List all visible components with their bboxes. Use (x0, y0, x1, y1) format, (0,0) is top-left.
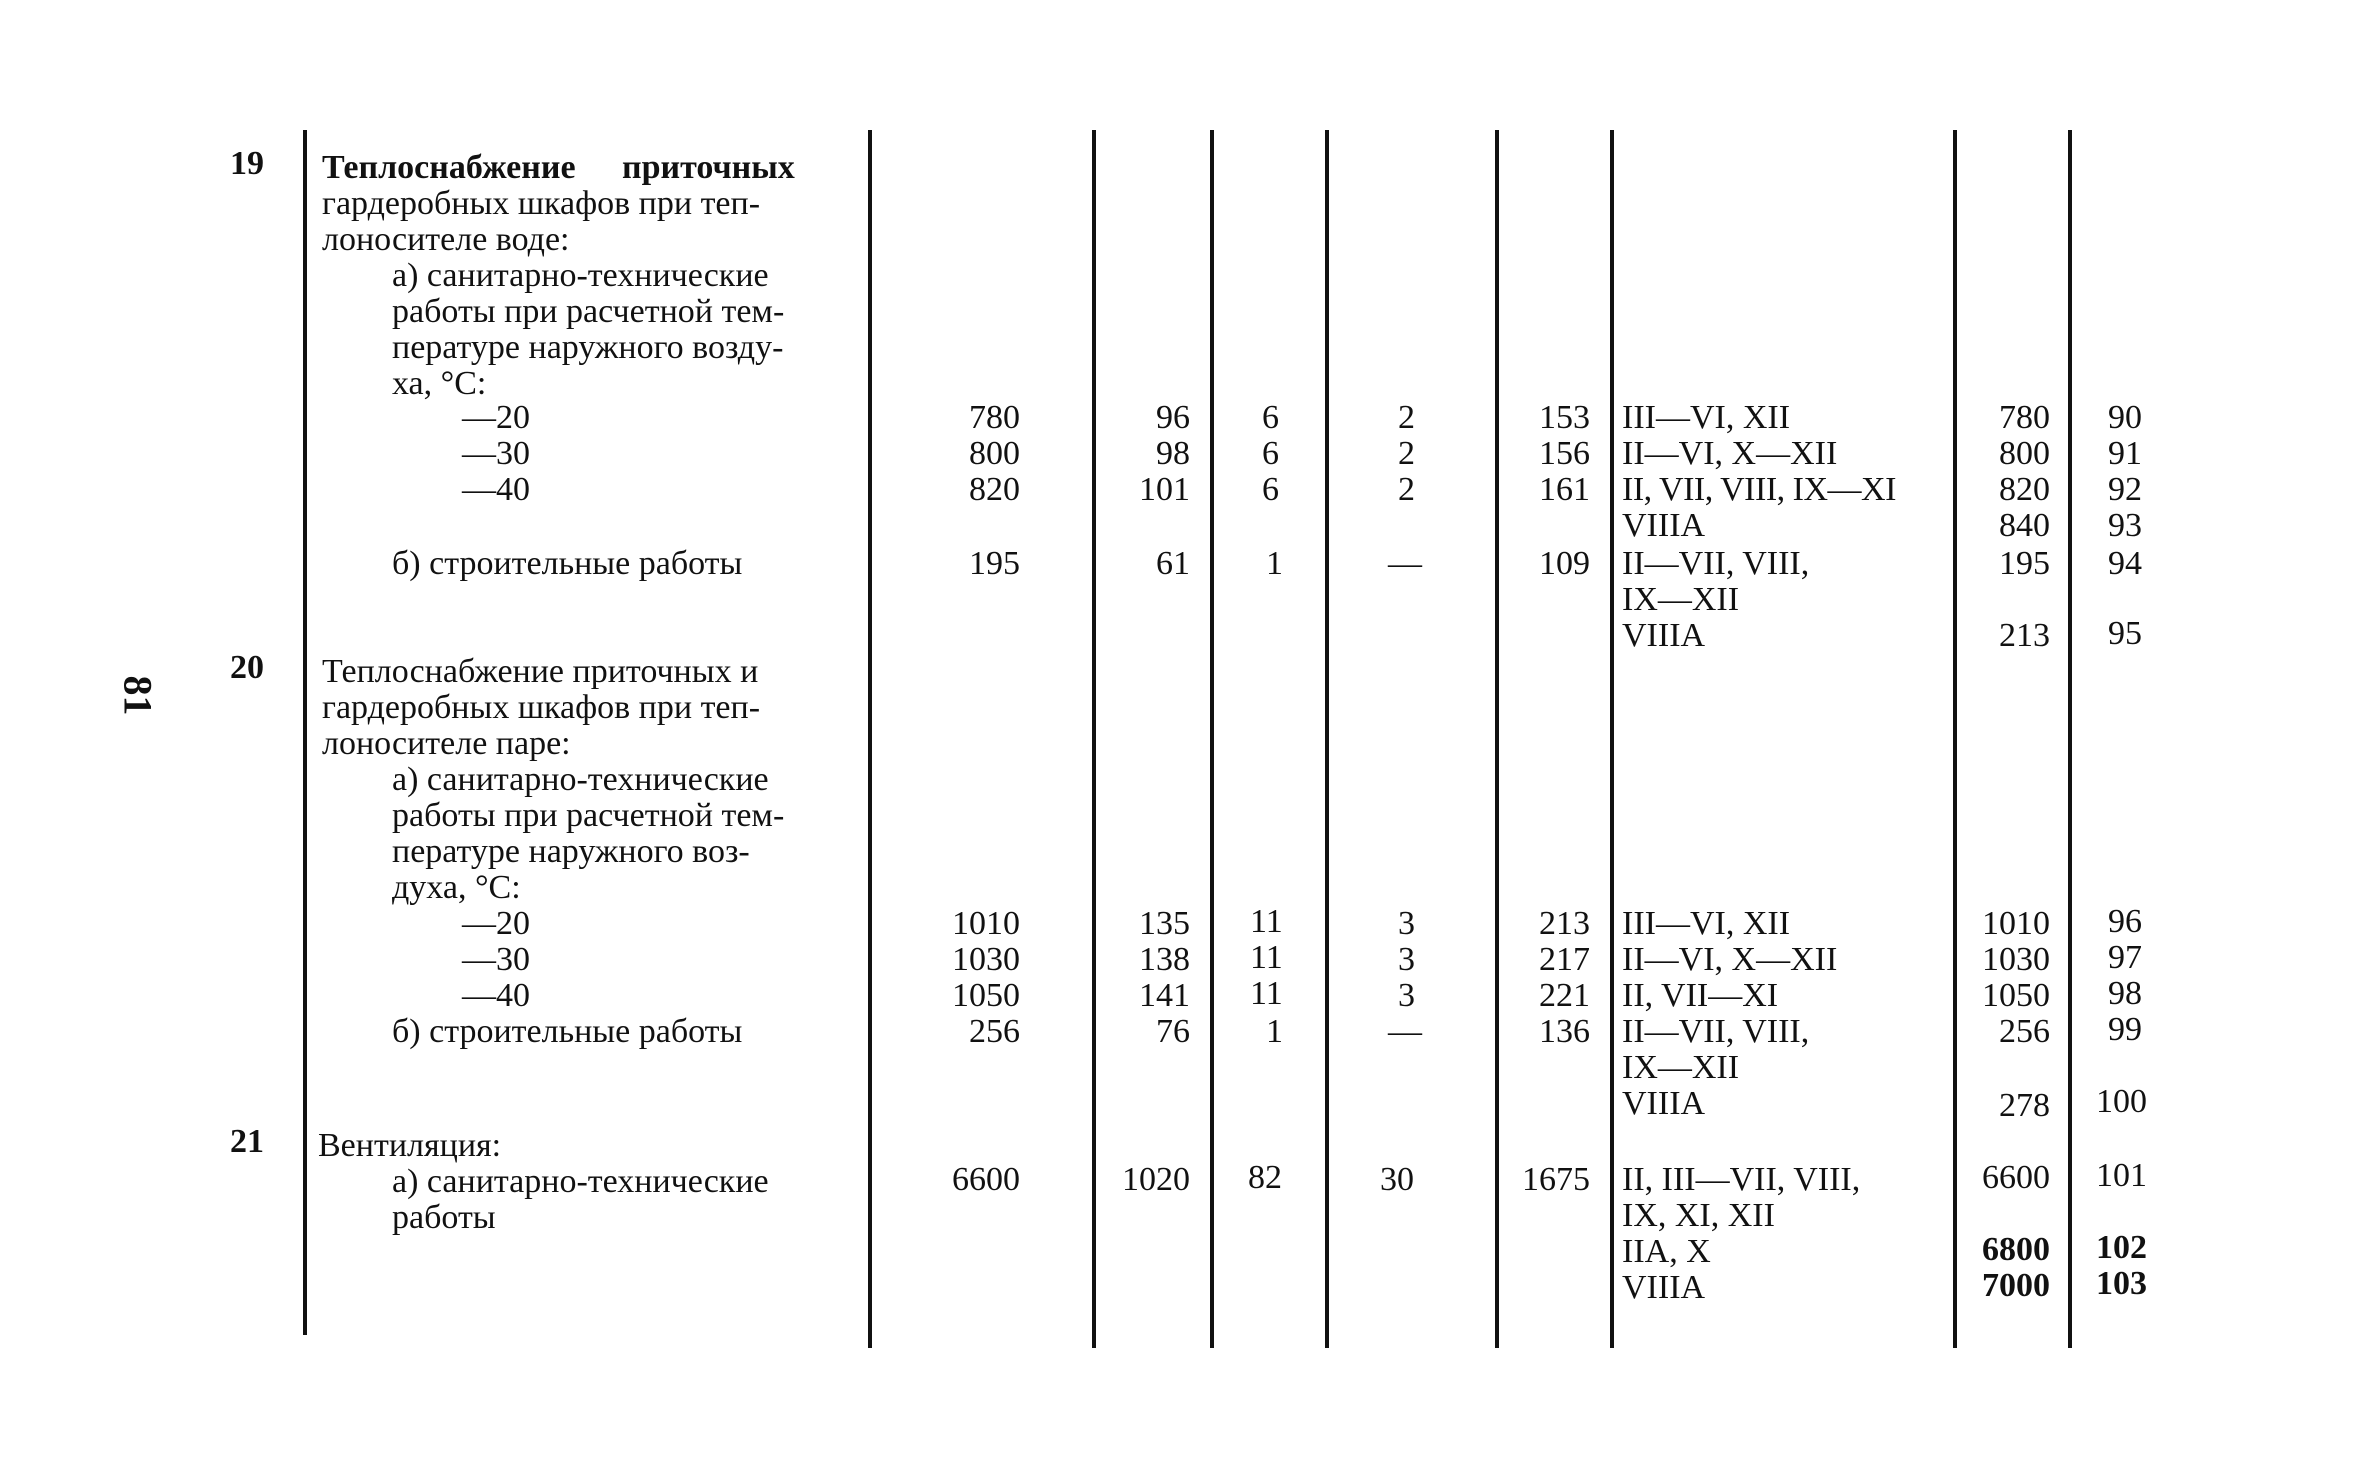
table-cell: 101 (1139, 471, 1190, 508)
row-title-line: Теплоснабжение приточных (322, 149, 795, 186)
table-cell: 7000 (1982, 1267, 2050, 1304)
zones-cell: II—VI, X—XII (1622, 435, 1838, 472)
column-rule (1325, 130, 1329, 1348)
table-cell: 780 (1999, 399, 2050, 436)
subsection-line: работы (392, 1199, 496, 1236)
table-cell: 1675 (1522, 1161, 1590, 1198)
table-cell: 1050 (1982, 977, 2050, 1014)
table-cell: 256 (1999, 1013, 2050, 1050)
subsection-line: ха, °С: (392, 365, 487, 402)
table-cell: 213 (1999, 617, 2050, 654)
row-title-line: гардеробных шкафов при теп- (322, 689, 761, 726)
row-number: 21 (230, 1123, 264, 1160)
table-cell: 1010 (1982, 905, 2050, 942)
table-cell: 3 (1398, 941, 1415, 978)
table-cell: 1010 (952, 905, 1020, 942)
subsection-line: а) санитарно-технические (392, 1163, 769, 1200)
zones-cell: II, III—VII, VIII, (1622, 1161, 1861, 1198)
table-cell: 153 (1539, 399, 1590, 436)
table-cell: 780 (969, 399, 1020, 436)
table-cell: 1 (1266, 1013, 1283, 1050)
table-cell: — (1388, 1013, 1422, 1050)
zones-cell: VIIIA (1622, 1269, 1706, 1306)
table-cell: 96 (1156, 399, 1190, 436)
table-cell: 135 (1139, 905, 1190, 942)
table-cell: 3 (1398, 905, 1415, 942)
zones-cell: VIIIA (1622, 507, 1706, 544)
table-cell: 101 (2096, 1157, 2147, 1194)
page-number: 81 (115, 675, 161, 716)
table-cell: 97 (2108, 939, 2142, 976)
table-cell: 840 (1999, 507, 2050, 544)
zones-cell: II, VII—XI (1622, 977, 1779, 1014)
subsection-line: а) санитарно-технические (392, 761, 769, 798)
table-cell: 278 (1999, 1087, 2050, 1124)
table-cell: 6 (1262, 471, 1279, 508)
table-cell: — (1388, 545, 1422, 582)
table-cell: 94 (2108, 545, 2142, 582)
table-cell: 1030 (952, 941, 1020, 978)
zones-cell: II—VI, X—XII (1622, 941, 1838, 978)
table-cell: 2 (1398, 471, 1415, 508)
table-cell: 103 (2096, 1265, 2147, 1302)
row-title-line: лоносителе воде: (322, 221, 570, 258)
table-cell: 93 (2108, 507, 2142, 544)
table-cell: 30 (1380, 1161, 1414, 1198)
zones-cell: II—VII, VIII, (1622, 1013, 1810, 1050)
table-cell: 90 (2108, 399, 2142, 436)
subsection-line: работы при расчетной тем- (392, 293, 785, 330)
table-cell: 195 (1999, 545, 2050, 582)
subsection-line: пературе наружного возду- (392, 329, 784, 366)
table-cell: 217 (1539, 941, 1590, 978)
table-cell: 96 (2108, 903, 2142, 940)
table-cell: 99 (2108, 1011, 2142, 1048)
table-cell: 141 (1139, 977, 1190, 1014)
table-cell: 91 (2108, 435, 2142, 472)
column-rule (868, 130, 872, 1348)
subsection-line: пературе наружного воз- (392, 833, 750, 870)
table-cell: 102 (2096, 1229, 2147, 1266)
table-cell: 820 (969, 471, 1020, 508)
zones-cell: VIIIA (1622, 1085, 1706, 1122)
table-cell: 1030 (1982, 941, 2050, 978)
row-title-line: Теплоснабжение приточных и (322, 653, 759, 690)
row-number: 20 (230, 649, 264, 686)
column-rule (2068, 130, 2072, 1348)
table-cell: 82 (1248, 1159, 1282, 1196)
table-cell: 2 (1398, 399, 1415, 436)
zones-cell: IIA, X (1622, 1233, 1711, 1270)
table-cell: 1050 (952, 977, 1020, 1014)
table-cell: 800 (1999, 435, 2050, 472)
zones-cell: III—VI, XII (1622, 905, 1791, 942)
table-cell: 1 (1266, 545, 1283, 582)
table-cell: 136 (1539, 1013, 1590, 1050)
temperature-label: —20 (462, 399, 530, 436)
table-cell: 6600 (952, 1161, 1020, 1198)
subsection-line: а) санитарно-технические (392, 257, 769, 294)
column-rule (303, 130, 307, 1335)
table-cell: 1020 (1122, 1161, 1190, 1198)
temperature-label: —40 (462, 471, 530, 508)
subsection-line: духа, °С: (392, 869, 521, 906)
temperature-label: —20 (462, 905, 530, 942)
row-title-line: Вентиляция: (318, 1127, 502, 1164)
zones-cell: III—VI, XII (1622, 399, 1791, 436)
zones-cell: IX—XII (1622, 1049, 1740, 1086)
table-cell: 195 (969, 545, 1020, 582)
zones-cell: IX, XI, XII (1622, 1197, 1775, 1234)
table-cell: 11 (1250, 975, 1283, 1012)
table-cell: 2 (1398, 435, 1415, 472)
temperature-label: —30 (462, 435, 530, 472)
table-cell: 138 (1139, 941, 1190, 978)
zones-cell: II, VII, VIII, IX—XI (1622, 471, 1896, 508)
zones-cell: II—VII, VIII, (1622, 545, 1810, 582)
table-cell: 256 (969, 1013, 1020, 1050)
table-cell: 76 (1156, 1013, 1190, 1050)
column-rule (1610, 130, 1614, 1348)
subsection-label: б) строительные работы (392, 545, 743, 582)
table-cell: 6600 (1982, 1159, 2050, 1196)
table-cell: 213 (1539, 905, 1590, 942)
row-title-line: гардеробных шкафов при теп- (322, 185, 761, 222)
row-number: 19 (230, 145, 264, 182)
table-cell: 3 (1398, 977, 1415, 1014)
row-title-line: лоносителе паре: (322, 725, 571, 762)
table-cell: 156 (1539, 435, 1590, 472)
table-cell: 6 (1262, 435, 1279, 472)
table-cell: 95 (2108, 615, 2142, 652)
table-cell: 221 (1539, 977, 1590, 1014)
table-cell: 820 (1999, 471, 2050, 508)
table-cell: 98 (1156, 435, 1190, 472)
table-cell: 61 (1156, 545, 1190, 582)
column-rule (1210, 130, 1214, 1348)
table-cell: 11 (1250, 939, 1283, 976)
table-cell: 100 (2096, 1083, 2147, 1120)
table-cell: 6800 (1982, 1231, 2050, 1268)
subsection-label: б) строительные работы (392, 1013, 743, 1050)
table-cell: 98 (2108, 975, 2142, 1012)
zones-cell: IX—XII (1622, 581, 1740, 618)
subsection-line: работы при расчетной тем- (392, 797, 785, 834)
table-cell: 800 (969, 435, 1020, 472)
table-cell: 92 (2108, 471, 2142, 508)
zones-cell: VIIIA (1622, 617, 1706, 654)
table-cell: 11 (1250, 903, 1283, 940)
table-cell: 109 (1539, 545, 1590, 582)
table-cell: 161 (1539, 471, 1590, 508)
temperature-label: —30 (462, 941, 530, 978)
table-cell: 6 (1262, 399, 1279, 436)
temperature-label: —40 (462, 977, 530, 1014)
